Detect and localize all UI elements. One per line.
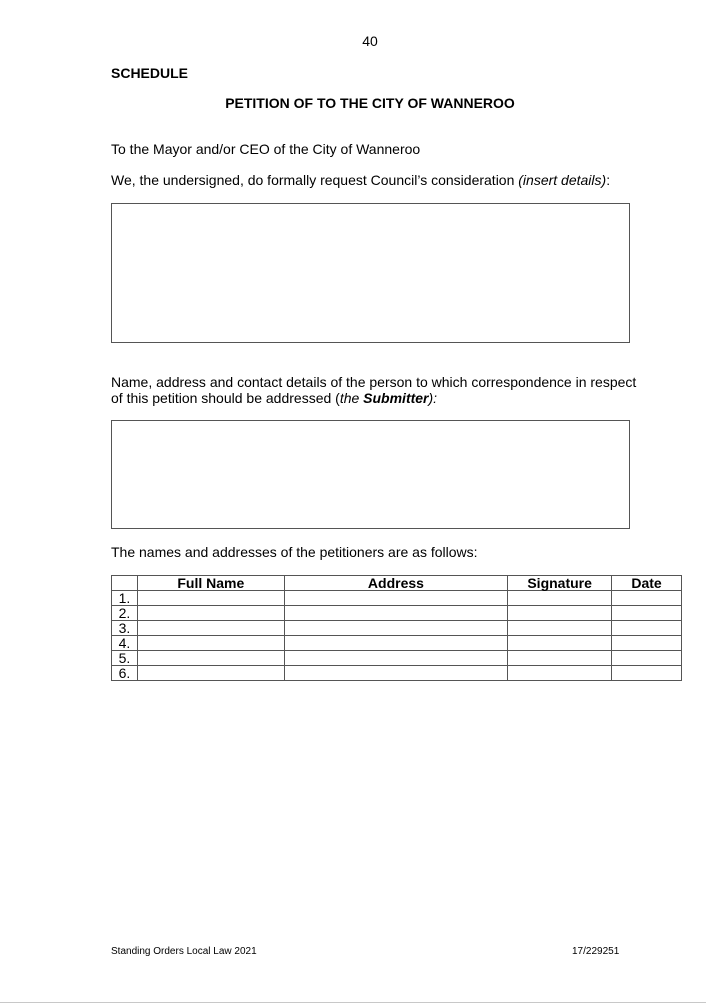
page-number: 40 bbox=[362, 33, 378, 49]
signature-cell[interactable] bbox=[508, 621, 612, 636]
header-address: Address bbox=[284, 576, 508, 591]
request-details-box[interactable] bbox=[111, 203, 630, 343]
submitter-text: Name, address and contact details of the person to which correspondence in respect of this petition should be addressed ( bbox=[111, 374, 637, 406]
table-row bbox=[112, 636, 682, 651]
request-italic: (insert details) bbox=[518, 172, 607, 188]
request-text: We, the undersigned, do formally request Council’s consideration bbox=[111, 172, 519, 188]
petition-title: PETITION OF TO THE CITY OF WANNEROO bbox=[225, 95, 515, 111]
address-cell[interactable] bbox=[284, 591, 508, 606]
full-name-cell[interactable] bbox=[137, 666, 284, 681]
address-cell[interactable] bbox=[284, 651, 508, 666]
submitter-details-box[interactable] bbox=[111, 420, 630, 529]
address-cell[interactable] bbox=[284, 621, 508, 636]
signature-cell[interactable] bbox=[508, 651, 612, 666]
date-cell[interactable] bbox=[612, 666, 682, 681]
address-cell[interactable] bbox=[284, 636, 508, 651]
table-row bbox=[112, 666, 682, 681]
row-number: 3. bbox=[112, 621, 138, 636]
row-number: 2. bbox=[112, 606, 138, 621]
salutation: To the Mayor and/or CEO of the City of Wanneroo bbox=[111, 141, 421, 157]
table-header-row bbox=[112, 576, 682, 591]
full-name-cell[interactable] bbox=[137, 636, 284, 651]
table-row bbox=[112, 606, 682, 621]
schedule-heading: SCHEDULE bbox=[111, 65, 189, 81]
submitter-bold: Submitter bbox=[363, 390, 429, 406]
signature-cell[interactable] bbox=[508, 606, 612, 621]
footer-reference: 17/229251 bbox=[572, 946, 620, 957]
table-row bbox=[112, 591, 682, 606]
full-name-cell[interactable] bbox=[137, 621, 284, 636]
address-cell[interactable] bbox=[284, 666, 508, 681]
address-cell[interactable] bbox=[284, 606, 508, 621]
table-row bbox=[112, 651, 682, 666]
row-number: 5. bbox=[112, 651, 138, 666]
row-number: 4. bbox=[112, 636, 138, 651]
header-signature: Signature bbox=[508, 576, 612, 591]
date-cell[interactable] bbox=[612, 636, 682, 651]
request-paragraph bbox=[111, 172, 610, 188]
signature-cell[interactable] bbox=[508, 591, 612, 606]
signature-cell[interactable] bbox=[508, 666, 612, 681]
row-number: 1. bbox=[112, 591, 138, 606]
full-name-cell[interactable] bbox=[137, 606, 284, 621]
submitter-paragraph bbox=[111, 374, 641, 406]
date-cell[interactable] bbox=[612, 606, 682, 621]
submitter-italic: the bbox=[339, 390, 364, 406]
page-divider bbox=[0, 1002, 706, 1003]
date-cell[interactable] bbox=[612, 591, 682, 606]
row-number: 6. bbox=[112, 666, 138, 681]
table-row bbox=[112, 621, 682, 636]
full-name-cell[interactable] bbox=[137, 591, 284, 606]
petitioners-intro: The names and addresses of the petitioners are as follows: bbox=[111, 544, 478, 560]
full-name-cell[interactable] bbox=[137, 651, 284, 666]
petitioners-table bbox=[111, 575, 682, 681]
header-number bbox=[112, 576, 138, 591]
header-full-name: Full Name bbox=[137, 576, 284, 591]
footer-document-title: Standing Orders Local Law 2021 bbox=[111, 946, 257, 957]
date-cell[interactable] bbox=[612, 621, 682, 636]
request-end: : bbox=[606, 172, 611, 188]
date-cell[interactable] bbox=[612, 651, 682, 666]
header-date: Date bbox=[612, 576, 682, 591]
submitter-end: ): bbox=[428, 390, 438, 406]
signature-cell[interactable] bbox=[508, 636, 612, 651]
